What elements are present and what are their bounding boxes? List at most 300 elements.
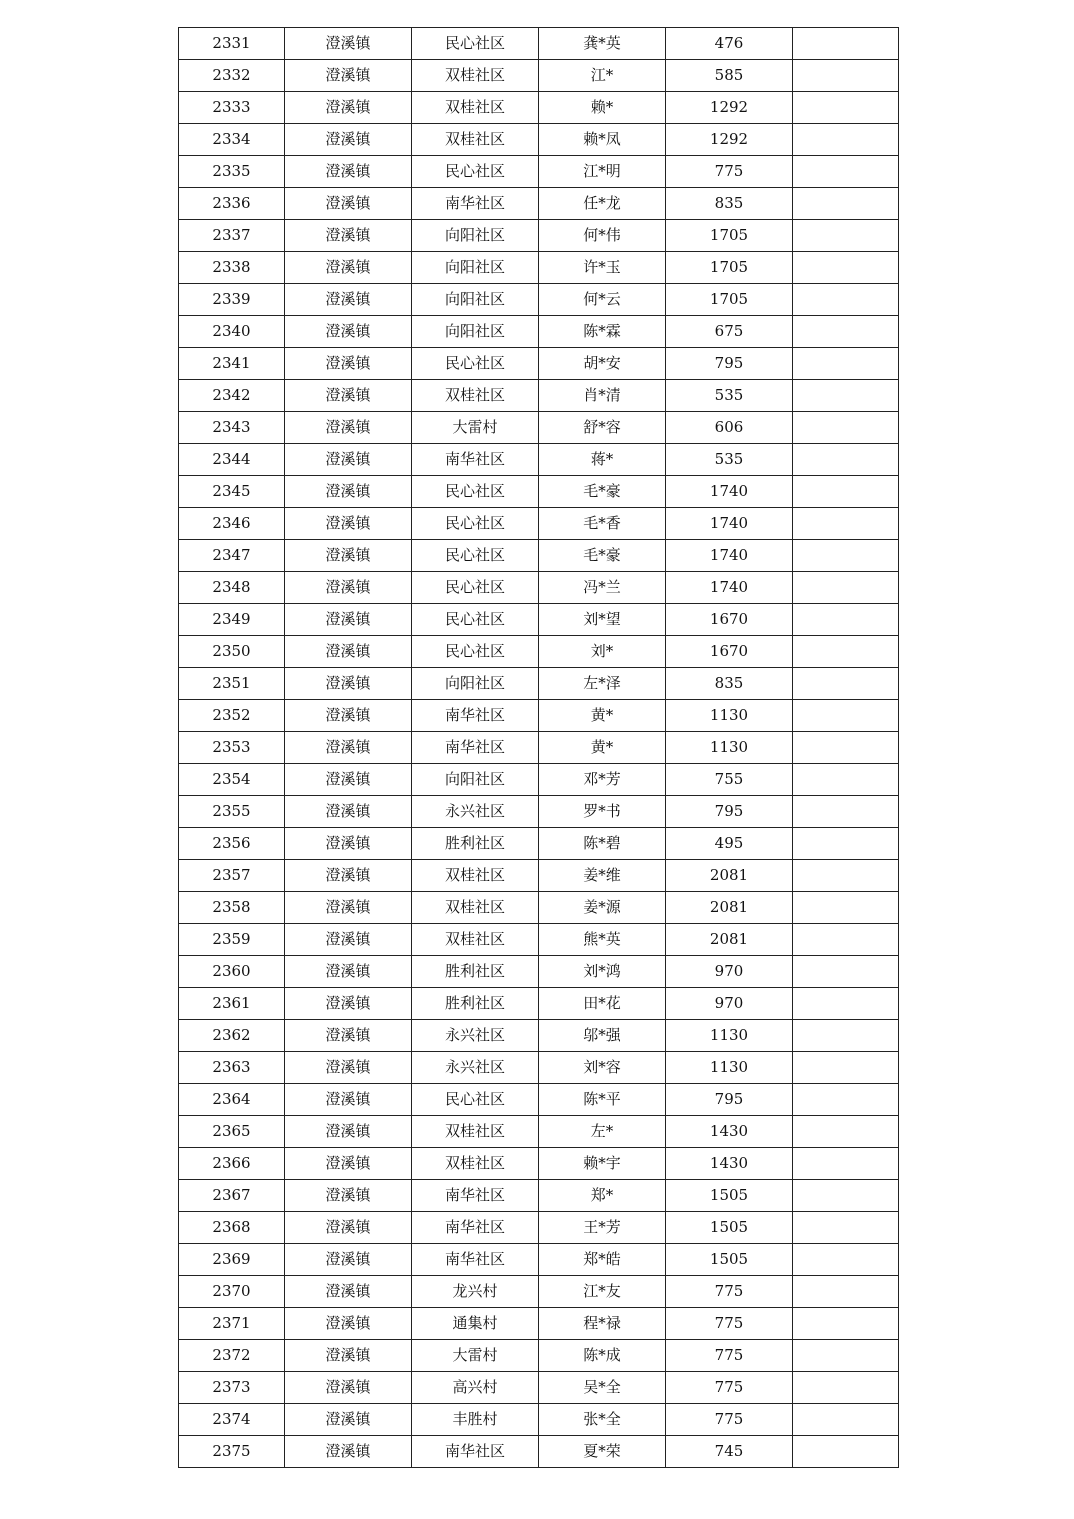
seq-cell: 2362 — [179, 1020, 285, 1052]
table-row — [179, 1084, 899, 1116]
note-cell — [793, 796, 899, 828]
town-cell: 澄溪镇 — [285, 540, 412, 572]
amount-cell: 970 — [666, 956, 793, 988]
town-cell: 澄溪镇 — [285, 1308, 412, 1340]
community-cell: 民心社区 — [412, 156, 539, 188]
name-cell: 江*明 — [539, 156, 666, 188]
community-cell: 双桂社区 — [412, 924, 539, 956]
table-row — [179, 668, 899, 700]
note-cell — [793, 956, 899, 988]
town-cell: 澄溪镇 — [285, 572, 412, 604]
table-row — [179, 1372, 899, 1404]
town-cell: 澄溪镇 — [285, 380, 412, 412]
community-cell: 向阳社区 — [412, 668, 539, 700]
name-cell: 黄* — [539, 732, 666, 764]
seq-cell: 2351 — [179, 668, 285, 700]
amount-cell: 1292 — [666, 92, 793, 124]
community-cell: 向阳社区 — [412, 764, 539, 796]
note-cell — [793, 284, 899, 316]
amount-cell: 535 — [666, 380, 793, 412]
name-cell: 陈*霖 — [539, 316, 666, 348]
seq-cell: 2364 — [179, 1084, 285, 1116]
name-cell: 郑* — [539, 1180, 666, 1212]
town-cell: 澄溪镇 — [285, 508, 412, 540]
table-row — [179, 380, 899, 412]
table-row — [179, 348, 899, 380]
table-row — [179, 1308, 899, 1340]
note-cell — [793, 1180, 899, 1212]
amount-cell: 775 — [666, 1372, 793, 1404]
seq-cell: 2342 — [179, 380, 285, 412]
note-cell — [793, 988, 899, 1020]
note-cell — [793, 828, 899, 860]
table-row — [179, 28, 899, 60]
seq-cell: 2363 — [179, 1052, 285, 1084]
community-cell: 南华社区 — [412, 188, 539, 220]
town-cell: 澄溪镇 — [285, 1276, 412, 1308]
name-cell: 姜*源 — [539, 892, 666, 924]
amount-cell: 1130 — [666, 1052, 793, 1084]
table-row — [179, 444, 899, 476]
table-row — [179, 1180, 899, 1212]
seq-cell: 2332 — [179, 60, 285, 92]
community-cell: 双桂社区 — [412, 892, 539, 924]
name-cell: 左*泽 — [539, 668, 666, 700]
table-row — [179, 956, 899, 988]
name-cell: 舒*容 — [539, 412, 666, 444]
table-body — [179, 28, 899, 1468]
seq-cell: 2375 — [179, 1436, 285, 1468]
name-cell: 刘*望 — [539, 604, 666, 636]
community-cell: 南华社区 — [412, 1212, 539, 1244]
amount-cell: 1740 — [666, 476, 793, 508]
community-cell: 南华社区 — [412, 732, 539, 764]
name-cell: 刘* — [539, 636, 666, 668]
community-cell: 南华社区 — [412, 1244, 539, 1276]
community-cell: 龙兴村 — [412, 1276, 539, 1308]
amount-cell: 2081 — [666, 860, 793, 892]
seq-cell: 2339 — [179, 284, 285, 316]
note-cell — [793, 540, 899, 572]
town-cell: 澄溪镇 — [285, 124, 412, 156]
name-cell: 毛*豪 — [539, 476, 666, 508]
community-cell: 向阳社区 — [412, 316, 539, 348]
table-row — [179, 860, 899, 892]
table-row — [179, 188, 899, 220]
note-cell — [793, 124, 899, 156]
table-row — [179, 508, 899, 540]
seq-cell: 2361 — [179, 988, 285, 1020]
note-cell — [793, 892, 899, 924]
community-cell: 大雷村 — [412, 412, 539, 444]
name-cell: 陈*成 — [539, 1340, 666, 1372]
town-cell: 澄溪镇 — [285, 988, 412, 1020]
seq-cell: 2335 — [179, 156, 285, 188]
name-cell: 蒋* — [539, 444, 666, 476]
name-cell: 肖*清 — [539, 380, 666, 412]
amount-cell: 775 — [666, 1276, 793, 1308]
amount-cell: 795 — [666, 348, 793, 380]
seq-cell: 2340 — [179, 316, 285, 348]
community-cell: 丰胜村 — [412, 1404, 539, 1436]
note-cell — [793, 156, 899, 188]
town-cell: 澄溪镇 — [285, 252, 412, 284]
table-row — [179, 1148, 899, 1180]
community-cell: 民心社区 — [412, 508, 539, 540]
seq-cell: 2368 — [179, 1212, 285, 1244]
town-cell: 澄溪镇 — [285, 1020, 412, 1052]
amount-cell: 535 — [666, 444, 793, 476]
name-cell: 田*花 — [539, 988, 666, 1020]
community-cell: 民心社区 — [412, 348, 539, 380]
community-cell: 双桂社区 — [412, 1116, 539, 1148]
seq-cell: 2358 — [179, 892, 285, 924]
table-row — [179, 60, 899, 92]
town-cell: 澄溪镇 — [285, 636, 412, 668]
note-cell — [793, 28, 899, 60]
amount-cell: 1505 — [666, 1180, 793, 1212]
town-cell: 澄溪镇 — [285, 60, 412, 92]
community-cell: 南华社区 — [412, 1436, 539, 1468]
seq-cell: 2347 — [179, 540, 285, 572]
table-row — [179, 732, 899, 764]
seq-cell: 2345 — [179, 476, 285, 508]
table-row — [179, 412, 899, 444]
seq-cell: 2352 — [179, 700, 285, 732]
town-cell: 澄溪镇 — [285, 892, 412, 924]
name-cell: 黄* — [539, 700, 666, 732]
note-cell — [793, 1436, 899, 1468]
town-cell: 澄溪镇 — [285, 220, 412, 252]
seq-cell: 2369 — [179, 1244, 285, 1276]
table-row — [179, 540, 899, 572]
name-cell: 夏*荣 — [539, 1436, 666, 1468]
seq-cell: 2333 — [179, 92, 285, 124]
seq-cell: 2334 — [179, 124, 285, 156]
amount-cell: 755 — [666, 764, 793, 796]
community-cell: 民心社区 — [412, 636, 539, 668]
seq-cell: 2348 — [179, 572, 285, 604]
community-cell: 向阳社区 — [412, 284, 539, 316]
seq-cell: 2344 — [179, 444, 285, 476]
town-cell: 澄溪镇 — [285, 412, 412, 444]
amount-cell: 1430 — [666, 1148, 793, 1180]
seq-cell: 2349 — [179, 604, 285, 636]
table-row — [179, 92, 899, 124]
community-cell: 双桂社区 — [412, 1148, 539, 1180]
community-cell: 永兴社区 — [412, 796, 539, 828]
community-cell: 双桂社区 — [412, 60, 539, 92]
amount-cell: 1740 — [666, 508, 793, 540]
town-cell: 澄溪镇 — [285, 188, 412, 220]
amount-cell: 606 — [666, 412, 793, 444]
note-cell — [793, 732, 899, 764]
town-cell: 澄溪镇 — [285, 1052, 412, 1084]
name-cell: 毛*香 — [539, 508, 666, 540]
town-cell: 澄溪镇 — [285, 28, 412, 60]
name-cell: 赖*宇 — [539, 1148, 666, 1180]
table-row — [179, 1052, 899, 1084]
name-cell: 张*全 — [539, 1404, 666, 1436]
town-cell: 澄溪镇 — [285, 860, 412, 892]
name-cell: 江*友 — [539, 1276, 666, 1308]
community-cell: 民心社区 — [412, 28, 539, 60]
amount-cell: 1670 — [666, 604, 793, 636]
seq-cell: 2346 — [179, 508, 285, 540]
table-row — [179, 1116, 899, 1148]
amount-cell: 1430 — [666, 1116, 793, 1148]
name-cell: 程*禄 — [539, 1308, 666, 1340]
seq-cell: 2355 — [179, 796, 285, 828]
name-cell: 刘*鸿 — [539, 956, 666, 988]
town-cell: 澄溪镇 — [285, 700, 412, 732]
note-cell — [793, 604, 899, 636]
table-row — [179, 828, 899, 860]
seq-cell: 2374 — [179, 1404, 285, 1436]
table-row — [179, 476, 899, 508]
note-cell — [793, 444, 899, 476]
seq-cell: 2372 — [179, 1340, 285, 1372]
name-cell: 王*芳 — [539, 1212, 666, 1244]
community-cell: 通集村 — [412, 1308, 539, 1340]
amount-cell: 775 — [666, 1404, 793, 1436]
table-row — [179, 700, 899, 732]
seq-cell: 2371 — [179, 1308, 285, 1340]
town-cell: 澄溪镇 — [285, 1244, 412, 1276]
town-cell: 澄溪镇 — [285, 1340, 412, 1372]
seq-cell: 2341 — [179, 348, 285, 380]
town-cell: 澄溪镇 — [285, 1372, 412, 1404]
seq-cell: 2343 — [179, 412, 285, 444]
amount-cell: 835 — [666, 668, 793, 700]
amount-cell: 745 — [666, 1436, 793, 1468]
seq-cell: 2337 — [179, 220, 285, 252]
town-cell: 澄溪镇 — [285, 92, 412, 124]
town-cell: 澄溪镇 — [285, 924, 412, 956]
town-cell: 澄溪镇 — [285, 796, 412, 828]
community-cell: 民心社区 — [412, 540, 539, 572]
community-cell: 高兴村 — [412, 1372, 539, 1404]
town-cell: 澄溪镇 — [285, 1084, 412, 1116]
community-cell: 大雷村 — [412, 1340, 539, 1372]
amount-cell: 775 — [666, 1308, 793, 1340]
note-cell — [793, 1020, 899, 1052]
note-cell — [793, 668, 899, 700]
seq-cell: 2373 — [179, 1372, 285, 1404]
town-cell: 澄溪镇 — [285, 604, 412, 636]
note-cell — [793, 508, 899, 540]
amount-cell: 476 — [666, 28, 793, 60]
amount-cell: 1740 — [666, 540, 793, 572]
table-row — [179, 1244, 899, 1276]
town-cell: 澄溪镇 — [285, 348, 412, 380]
note-cell — [793, 860, 899, 892]
seq-cell: 2353 — [179, 732, 285, 764]
amount-cell: 795 — [666, 1084, 793, 1116]
table-row — [179, 988, 899, 1020]
name-cell: 陈*碧 — [539, 828, 666, 860]
community-cell: 向阳社区 — [412, 252, 539, 284]
town-cell: 澄溪镇 — [285, 764, 412, 796]
name-cell: 赖*凤 — [539, 124, 666, 156]
community-cell: 永兴社区 — [412, 1052, 539, 1084]
table-row — [179, 892, 899, 924]
town-cell: 澄溪镇 — [285, 732, 412, 764]
community-cell: 双桂社区 — [412, 860, 539, 892]
name-cell: 熊*英 — [539, 924, 666, 956]
table-row — [179, 764, 899, 796]
table-row — [179, 924, 899, 956]
amount-cell: 795 — [666, 796, 793, 828]
community-cell: 向阳社区 — [412, 220, 539, 252]
name-cell: 江* — [539, 60, 666, 92]
table-row — [179, 252, 899, 284]
community-cell: 民心社区 — [412, 1084, 539, 1116]
town-cell: 澄溪镇 — [285, 476, 412, 508]
table-row — [179, 1404, 899, 1436]
amount-cell: 1705 — [666, 252, 793, 284]
name-cell: 龚*英 — [539, 28, 666, 60]
note-cell — [793, 1372, 899, 1404]
community-cell: 双桂社区 — [412, 92, 539, 124]
note-cell — [793, 220, 899, 252]
name-cell: 胡*安 — [539, 348, 666, 380]
note-cell — [793, 700, 899, 732]
table-row — [179, 604, 899, 636]
town-cell: 澄溪镇 — [285, 1148, 412, 1180]
name-cell: 许*玉 — [539, 252, 666, 284]
note-cell — [793, 572, 899, 604]
town-cell: 澄溪镇 — [285, 1180, 412, 1212]
seq-cell: 2360 — [179, 956, 285, 988]
table-row — [179, 124, 899, 156]
name-cell: 刘*容 — [539, 1052, 666, 1084]
note-cell — [793, 60, 899, 92]
note-cell — [793, 412, 899, 444]
amount-cell: 1130 — [666, 732, 793, 764]
data-table — [178, 27, 899, 1468]
amount-cell: 495 — [666, 828, 793, 860]
note-cell — [793, 1148, 899, 1180]
name-cell: 郑*皓 — [539, 1244, 666, 1276]
name-cell: 姜*维 — [539, 860, 666, 892]
table-row — [179, 796, 899, 828]
town-cell: 澄溪镇 — [285, 1212, 412, 1244]
town-cell: 澄溪镇 — [285, 828, 412, 860]
seq-cell: 2350 — [179, 636, 285, 668]
amount-cell: 835 — [666, 188, 793, 220]
amount-cell: 1705 — [666, 284, 793, 316]
note-cell — [793, 92, 899, 124]
community-cell: 胜利社区 — [412, 828, 539, 860]
table-row — [179, 1020, 899, 1052]
community-cell: 民心社区 — [412, 604, 539, 636]
table-row — [179, 156, 899, 188]
town-cell: 澄溪镇 — [285, 1404, 412, 1436]
seq-cell: 2366 — [179, 1148, 285, 1180]
community-cell: 双桂社区 — [412, 380, 539, 412]
note-cell — [793, 1052, 899, 1084]
note-cell — [793, 348, 899, 380]
note-cell — [793, 764, 899, 796]
note-cell — [793, 188, 899, 220]
note-cell — [793, 1276, 899, 1308]
town-cell: 澄溪镇 — [285, 444, 412, 476]
table-row — [179, 1212, 899, 1244]
town-cell: 澄溪镇 — [285, 156, 412, 188]
note-cell — [793, 1116, 899, 1148]
seq-cell: 2338 — [179, 252, 285, 284]
seq-cell: 2359 — [179, 924, 285, 956]
note-cell — [793, 380, 899, 412]
note-cell — [793, 924, 899, 956]
seq-cell: 2331 — [179, 28, 285, 60]
amount-cell: 775 — [666, 1340, 793, 1372]
amount-cell: 1130 — [666, 700, 793, 732]
note-cell — [793, 1244, 899, 1276]
note-cell — [793, 252, 899, 284]
community-cell: 永兴社区 — [412, 1020, 539, 1052]
name-cell: 左* — [539, 1116, 666, 1148]
name-cell: 何*伟 — [539, 220, 666, 252]
community-cell: 南华社区 — [412, 700, 539, 732]
town-cell: 澄溪镇 — [285, 284, 412, 316]
name-cell: 吴*全 — [539, 1372, 666, 1404]
amount-cell: 1505 — [666, 1212, 793, 1244]
name-cell: 任*龙 — [539, 188, 666, 220]
community-cell: 双桂社区 — [412, 124, 539, 156]
note-cell — [793, 636, 899, 668]
seq-cell: 2354 — [179, 764, 285, 796]
table-row — [179, 220, 899, 252]
name-cell: 邬*强 — [539, 1020, 666, 1052]
note-cell — [793, 316, 899, 348]
table-row — [179, 636, 899, 668]
table-row — [179, 284, 899, 316]
table-row — [179, 1436, 899, 1468]
name-cell: 赖* — [539, 92, 666, 124]
table-row — [179, 1340, 899, 1372]
amount-cell: 1505 — [666, 1244, 793, 1276]
amount-cell: 1292 — [666, 124, 793, 156]
name-cell: 何*云 — [539, 284, 666, 316]
town-cell: 澄溪镇 — [285, 956, 412, 988]
amount-cell: 2081 — [666, 892, 793, 924]
community-cell: 民心社区 — [412, 476, 539, 508]
note-cell — [793, 476, 899, 508]
amount-cell: 1740 — [666, 572, 793, 604]
note-cell — [793, 1340, 899, 1372]
table-row — [179, 316, 899, 348]
amount-cell: 1130 — [666, 1020, 793, 1052]
town-cell: 澄溪镇 — [285, 316, 412, 348]
seq-cell: 2357 — [179, 860, 285, 892]
seq-cell: 2336 — [179, 188, 285, 220]
community-cell: 民心社区 — [412, 572, 539, 604]
name-cell: 毛*豪 — [539, 540, 666, 572]
amount-cell: 970 — [666, 988, 793, 1020]
community-cell: 胜利社区 — [412, 988, 539, 1020]
seq-cell: 2365 — [179, 1116, 285, 1148]
amount-cell: 675 — [666, 316, 793, 348]
amount-cell: 2081 — [666, 924, 793, 956]
community-cell: 南华社区 — [412, 444, 539, 476]
community-cell: 南华社区 — [412, 1180, 539, 1212]
note-cell — [793, 1308, 899, 1340]
table-row — [179, 572, 899, 604]
note-cell — [793, 1404, 899, 1436]
seq-cell: 2356 — [179, 828, 285, 860]
